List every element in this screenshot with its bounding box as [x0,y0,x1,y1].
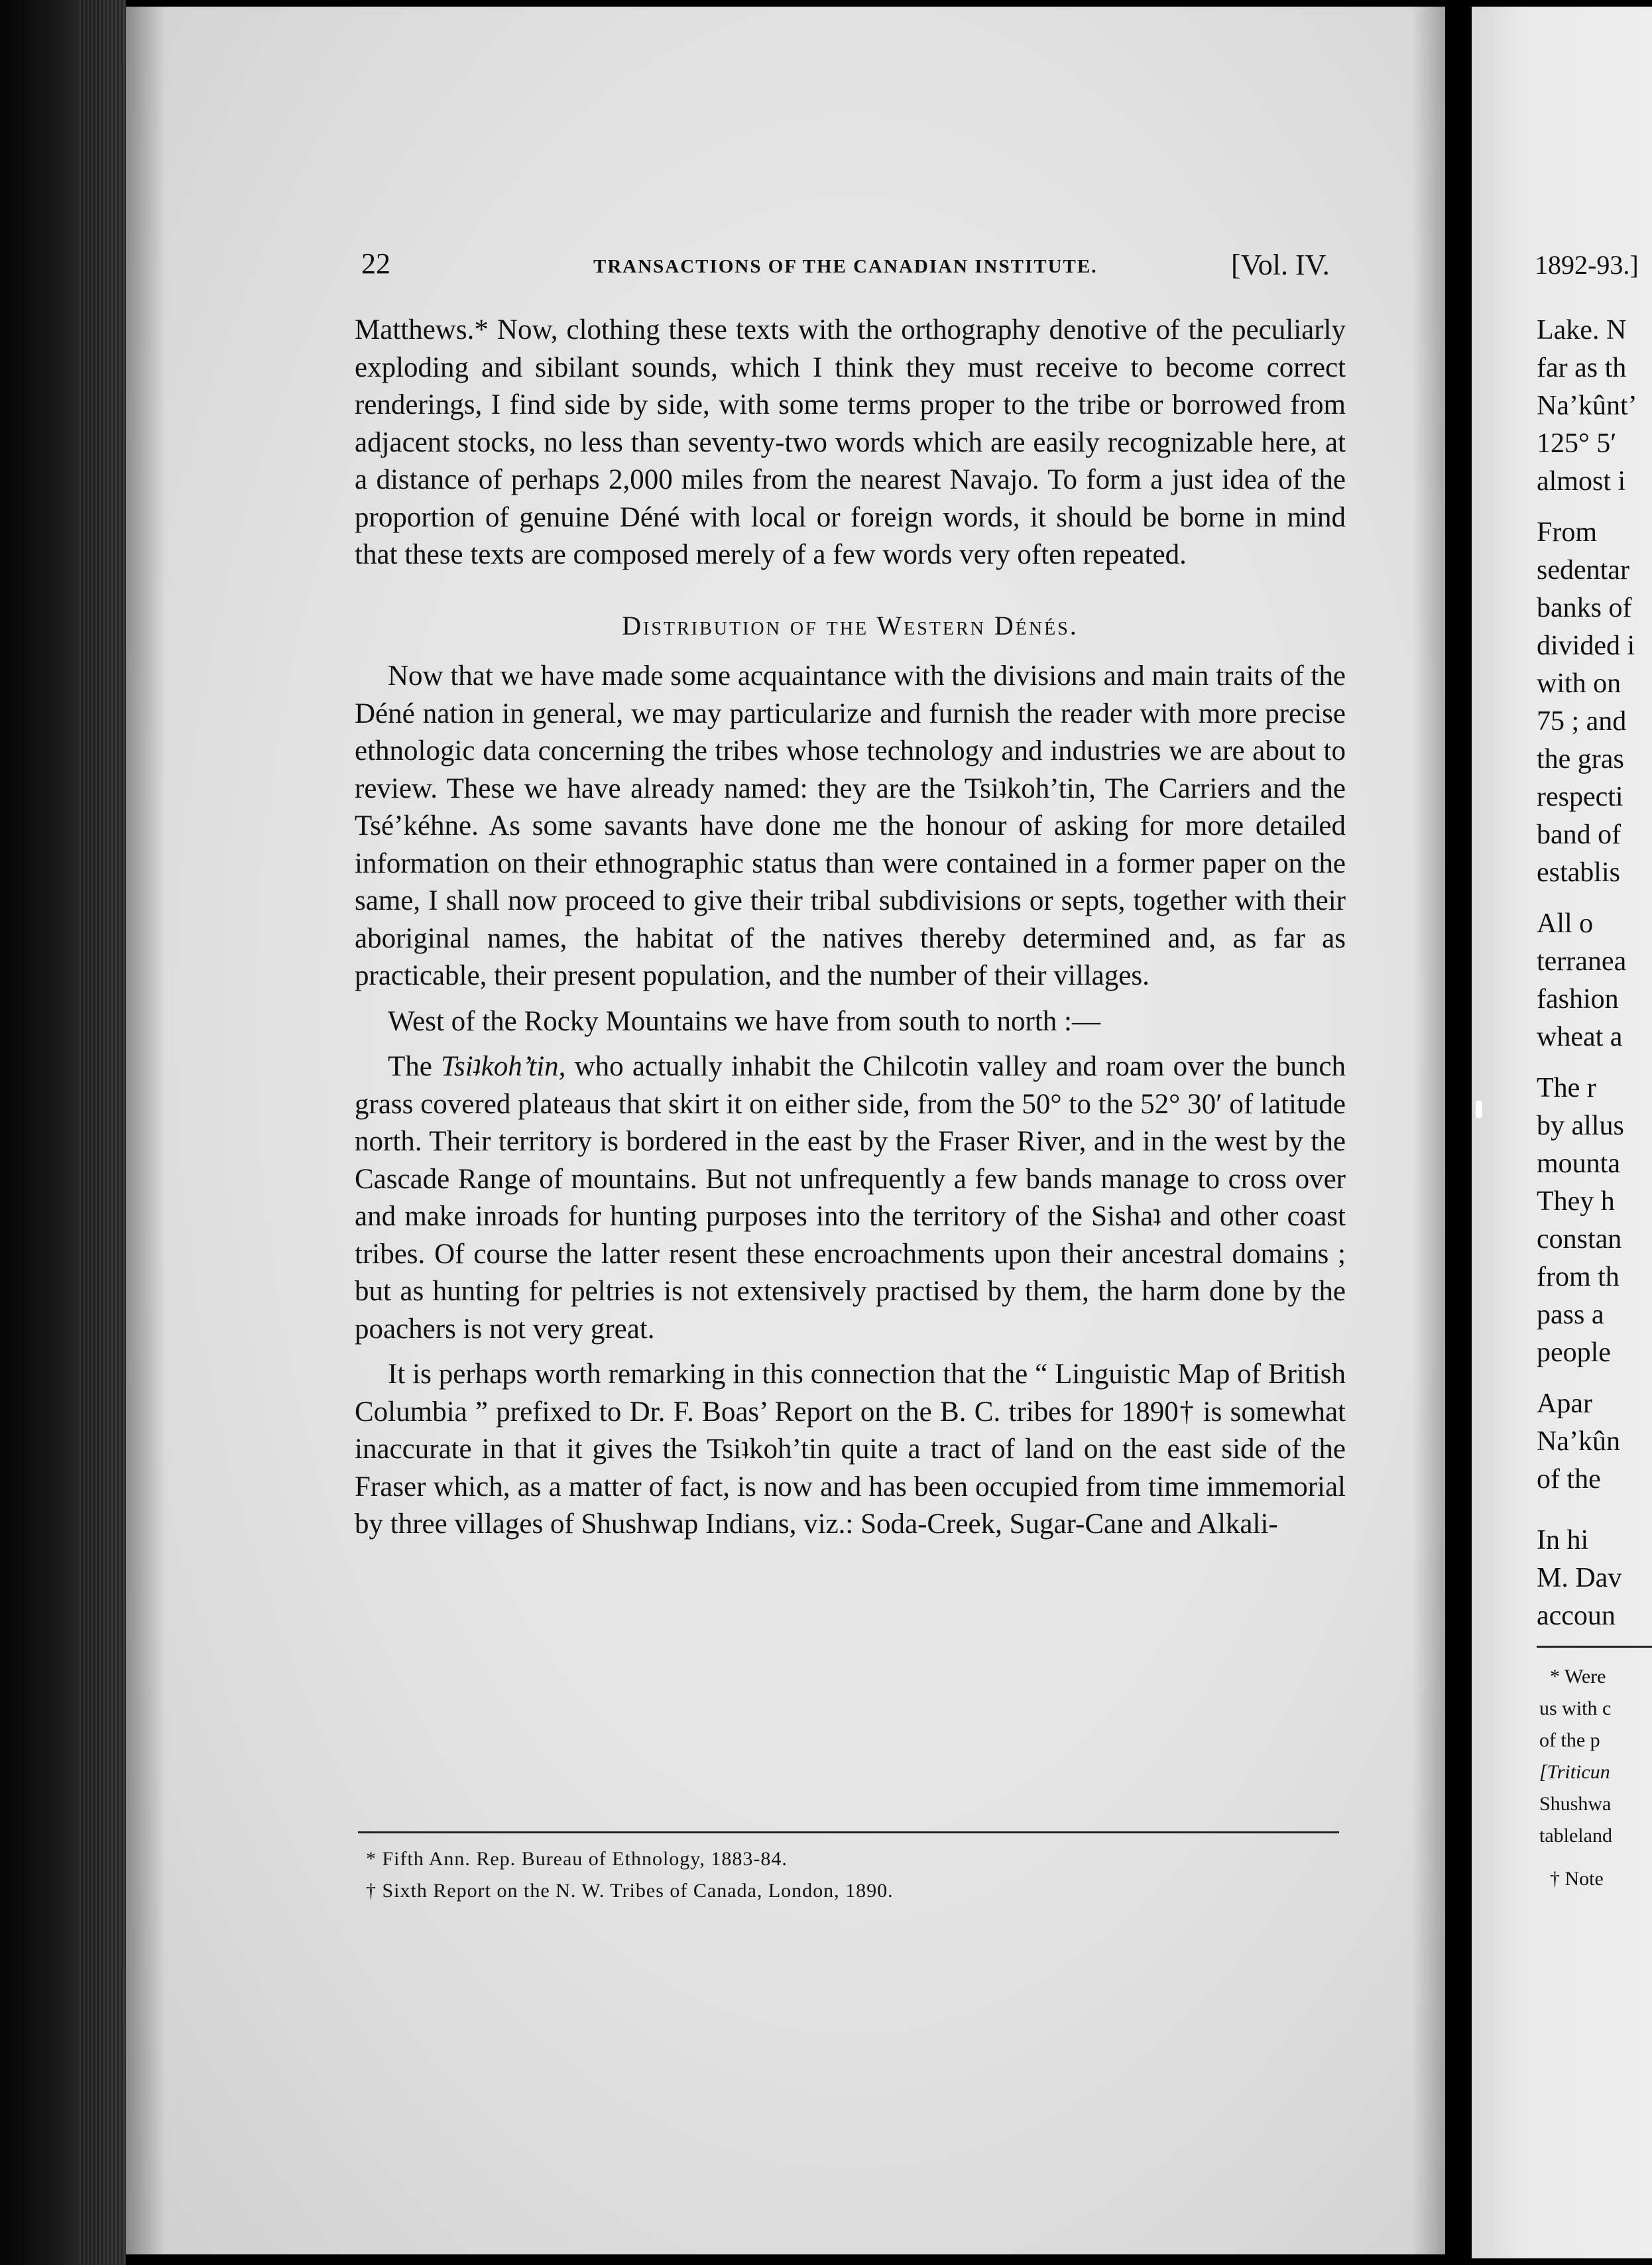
right-line: Lake. N [1537,315,1627,345]
right-line: 125° 5′ [1537,428,1617,459]
right-line: fashion [1537,984,1619,1014]
left-page-shadow [126,7,166,2254]
footnote-rule [358,1831,1339,1833]
right-line: All o [1537,908,1594,939]
paragraph-linguistic-map: It is perhaps worth remarking in this connection that the “ Linguistic Map of British Columbia ” prefixed to Dr. F. Boas’ Report on the B. C. tribes for 1890† is somewhat inaccurate in that it gives the Tsiʇkoh’tin quite a tract of land on the east side of the Fraser which, as a matter of fact, is now and has been occupied from time immemorial by three villages of Shushwap Indians, viz.: Soda-Creek, Sugar-Cane and Alkali- [355,1359,1346,1540]
body-text [355,312,1346,1544]
scan-speck [1476,1101,1482,1118]
right-line: banks of [1537,593,1632,623]
tribe-name: Tsiʇkoh’tin, [441,1051,566,1082]
right-line: pass a [1537,1300,1604,1330]
paragraph-rest: who actually inhabit the Chilcotin valley and roam over the bunch grass covered plateaus that skirt it on either side, from the 50° to the 52° 30′ of latitude north. Their territory is bordered in the east by the Fraser River, and in the west by the Cascade Range of mountains. But not unfrequently a few bands manage to cross over and make inroads for hunting purposes into the territory of the Sishaʇ and other coast tribes. Of course the latter resent these encroachments upon their ancestral domains ; but as hunting for peltries is not extensively practised by them, the harm done by the poachers is not very great. [355,1051,1346,1345]
right-line: band of [1537,820,1622,850]
right-line: of the [1537,1464,1601,1495]
right-line: In hi [1537,1525,1589,1556]
right-line: accoun [1537,1601,1616,1631]
right-line: sedentar [1537,555,1629,585]
right-line: with on [1537,668,1622,699]
right-footnote-line: Shushwa [1539,1793,1612,1815]
right-page-header: 1892-93.] [1535,250,1639,280]
paragraph-west-of-rockies: West of the Rocky Mountains we have from south to north :— [388,1005,1100,1037]
right-footnote-line: us with c [1539,1697,1612,1719]
right-footnote-line: [Triticun [1539,1761,1610,1783]
page-gutter [1445,0,1472,2265]
right-line: far as th [1537,353,1627,383]
right-line: Apar [1537,1388,1592,1419]
right-line: respecti [1537,782,1623,812]
page-number: 22 [361,247,390,280]
footnotes [366,1843,1294,1907]
right-line: mounta [1537,1148,1620,1179]
right-footnote-line: * Were [1550,1666,1606,1687]
right-footnote-rule [1537,1646,1652,1648]
right-line: M. Dav [1537,1563,1622,1593]
right-line: Na’kûnt’ [1537,391,1637,421]
running-title: TRANSACTIONS OF THE CANADIAN INSTITUTE. [593,256,1098,277]
footnote-1: * Fifth Ann. Rep. Bureau of Ethnology, 1883-84. [366,1848,788,1870]
right-line: 75 ; and [1537,706,1627,737]
right-footnote-line: of the p [1539,1729,1600,1751]
paragraph-intro: The [388,1051,432,1082]
paragraph-matthews: Matthews.* Now, clothing these texts with the orthography denotive of the peculiarly exploding and sibilant sounds, which I think they must receive to become correct renderings, I find side by side, with some terms proper to the tribe or borrowed from adjacent stocks, no less than seventy-two words which are easily recognizable here, at a distance of perhaps 2,000 miles from the nearest Navajo. To form a just idea of the proportion of genuine Déné with local or foreign words, it should be borne in mind that these texts are composed merely of a few words very often repeated. [355,314,1346,570]
right-line: They h [1537,1186,1615,1217]
right-line: divided i [1537,631,1635,661]
page-header [361,247,1356,293]
right-line: terranea [1537,946,1627,977]
right-footnote-line: † Note [1550,1868,1604,1890]
right-line: establis [1537,857,1620,888]
paragraph-acquaintance: Now that we have made some acquaintance with the divisions and main traits of the Déné nation in general, we may particularize and furnish the reader with more precise ethnologic data concerning the tribes whose technology and industries we are about to review. These we have already named: they are the Tsiʇkoh’tin, The Carriers and the Tsé’kéhne. As some savants have done me the honour of asking for more detailed information on their ethnographic status than were contained in a former paper on the same, I shall now proceed to give their tribal subdivisions or septs, together with their aboriginal names, the habitat of the natives thereby determined and, as far as practicable, their present population, and the number of their villages. [355,660,1346,991]
right-line: people [1537,1337,1611,1368]
right-line: wheat a [1537,1022,1623,1052]
section-heading: Distribution of the Western Dénés. [622,610,1079,641]
volume-label: [Vol. IV. [1231,249,1330,281]
right-line: from th [1537,1262,1620,1292]
right-line: From [1537,517,1598,548]
right-footnote-line: tableland [1539,1825,1612,1847]
right-line: the gras [1537,744,1624,774]
right-line: Na’kûn [1537,1426,1620,1457]
gutter-shadow [1412,7,1445,2254]
right-line: by allus [1537,1111,1624,1141]
footnote-2: † Sixth Report on the N. W. Tribes of Canada, London, 1890. [366,1880,894,1902]
page-edges [80,0,126,2265]
right-line: constan [1537,1224,1622,1255]
paragraph-tsilkohtin [355,1048,1346,1348]
right-line: almost i [1537,466,1626,497]
right-line: The r [1537,1073,1596,1103]
